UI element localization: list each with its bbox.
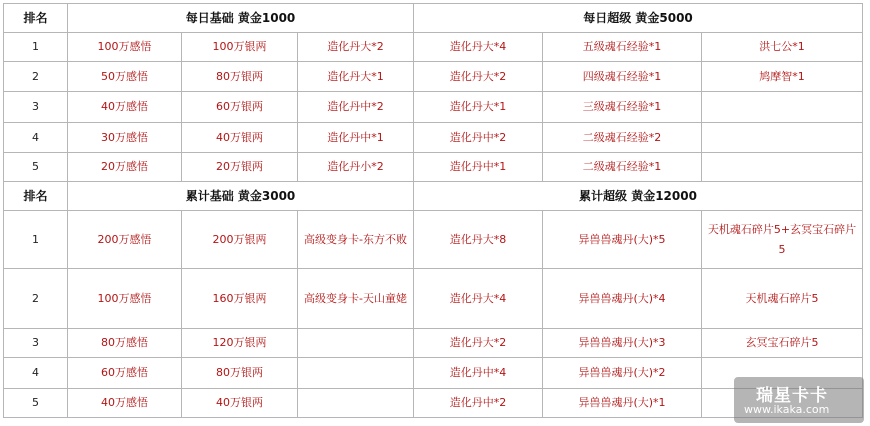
rank-cell: 3	[4, 329, 68, 358]
reward-cell	[298, 358, 414, 389]
reward-cell: 100万感悟	[68, 33, 182, 62]
table-row	[4, 153, 863, 182]
reward-cell	[298, 389, 414, 418]
reward-cell: 120万银两	[182, 329, 298, 358]
reward-cell: 造化丹中*2	[298, 92, 414, 123]
reward-cell: 五级魂石经验*1	[543, 33, 702, 62]
reward-cell: 造化丹中*2	[414, 389, 543, 418]
reward-cell: 三级魂石经验*1	[543, 92, 702, 123]
watermark-logo: 瑞星卡卡	[756, 386, 828, 406]
reward-cell: 50万感悟	[68, 62, 182, 92]
table-row	[4, 123, 863, 153]
reward-cell: 异兽兽魂丹(大)*5	[543, 211, 702, 269]
reward-cell: 200万银两	[182, 211, 298, 269]
watermark-url: www.ikaka.com	[744, 403, 830, 416]
reward-cell: 80万银两	[182, 62, 298, 92]
reward-cell: 200万感悟	[68, 211, 182, 269]
reward-cell: 造化丹大*2	[414, 329, 543, 358]
reward-cell: 造化丹中*2	[414, 123, 543, 153]
rank-cell: 5	[4, 389, 68, 418]
reward-cell: 30万感悟	[68, 123, 182, 153]
reward-cell: 造化丹大*4	[414, 269, 543, 329]
table-row	[4, 329, 863, 358]
reward-cell: 造化丹中*1	[298, 123, 414, 153]
reward-cell: 四级魂石经验*1	[543, 62, 702, 92]
reward-cell: 造化丹大*1	[298, 62, 414, 92]
reward-cell: 80万银两	[182, 358, 298, 389]
reward-cell: 造化丹大*2	[298, 33, 414, 62]
reward-table	[3, 3, 863, 418]
table-row	[4, 33, 863, 62]
reward-cell: 40万感悟	[68, 389, 182, 418]
daily-header-row	[4, 4, 863, 33]
reward-cell: 洪七公*1	[702, 33, 863, 62]
reward-cell: 100万银两	[182, 33, 298, 62]
reward-cell: 100万感悟	[68, 269, 182, 329]
reward-cell: 20万感悟	[68, 153, 182, 182]
cumulative-header-row	[4, 182, 863, 211]
rank-cell: 3	[4, 92, 68, 123]
reward-cell: 异兽兽魂丹(大)*4	[543, 269, 702, 329]
table-row	[4, 211, 863, 269]
rank-cell: 2	[4, 62, 68, 92]
rank-cell: 4	[4, 358, 68, 389]
reward-cell	[702, 123, 863, 153]
reward-cell: 160万银两	[182, 269, 298, 329]
reward-cell: 80万感悟	[68, 329, 182, 358]
reward-cell	[702, 153, 863, 182]
reward-cell: 玄冥宝石碎片5	[702, 329, 863, 358]
reward-cell: 20万银两	[182, 153, 298, 182]
reward-cell	[702, 92, 863, 123]
reward-cell: 二级魂石经验*1	[543, 153, 702, 182]
reward-cell: 造化丹大*1	[414, 92, 543, 123]
rank-cell: 4	[4, 123, 68, 153]
reward-cell: 40万感悟	[68, 92, 182, 123]
reward-cell: 异兽兽魂丹(大)*1	[543, 389, 702, 418]
reward-cell: 二级魂石经验*2	[543, 123, 702, 153]
reward-cell: 造化丹大*8	[414, 211, 543, 269]
table-row	[4, 62, 863, 92]
rank-header: 排名	[4, 4, 68, 33]
reward-cell: 天机魂石碎片5+玄冥宝石碎片5	[702, 211, 863, 269]
reward-cell: 40万银两	[182, 123, 298, 153]
reward-cell	[298, 329, 414, 358]
table-row	[4, 92, 863, 123]
rank-cell: 1	[4, 211, 68, 269]
reward-cell: 造化丹小*2	[298, 153, 414, 182]
cumulative-super-header: 累计超级 黄金12000	[414, 182, 863, 211]
reward-cell: 异兽兽魂丹(大)*2	[543, 358, 702, 389]
reward-cell: 60万银两	[182, 92, 298, 123]
watermark	[734, 377, 864, 423]
reward-cell: 造化丹中*4	[414, 358, 543, 389]
reward-cell: 高级变身卡-天山童姥	[298, 269, 414, 329]
reward-cell: 天机魂石碎片5	[702, 269, 863, 329]
reward-cell: 造化丹大*4	[414, 33, 543, 62]
rank-header: 排名	[4, 182, 68, 211]
cumulative-basic-header: 累计基础 黄金3000	[68, 182, 414, 211]
rank-cell: 1	[4, 33, 68, 62]
rank-cell: 2	[4, 269, 68, 329]
reward-cell: 异兽兽魂丹(大)*3	[543, 329, 702, 358]
reward-cell: 鸠摩智*1	[702, 62, 863, 92]
reward-cell: 造化丹大*2	[414, 62, 543, 92]
daily-basic-header: 每日基础 黄金1000	[68, 4, 414, 33]
reward-cell: 高级变身卡-东方不败	[298, 211, 414, 269]
daily-super-header: 每日超级 黄金5000	[414, 4, 863, 33]
reward-cell: 40万银两	[182, 389, 298, 418]
rank-cell: 5	[4, 153, 68, 182]
table-row	[4, 269, 863, 329]
reward-cell: 造化丹中*1	[414, 153, 543, 182]
reward-cell: 60万感悟	[68, 358, 182, 389]
